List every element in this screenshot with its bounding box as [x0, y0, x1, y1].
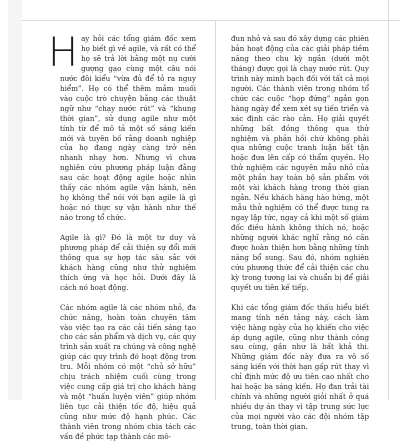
page-margin-strip: [8, 0, 22, 400]
drop-cap: H: [48, 30, 79, 76]
article-column-right: [231, 34, 369, 432]
column-divider: [215, 20, 216, 400]
paragraph-what-is-agile: Agile là gì? Đó là một tư duy và phương pháp để cải thiện sự đổi mới thông qua sự hợp tác sâu sắc với khách hàng cũng như thử nghiệm thích ứng và học hỏi. Dưới đây là cách nó hoạt động.: [60, 233, 196, 292]
right-margin-rule: [388, 0, 389, 400]
article-column-left: [48, 30, 196, 442]
paragraph-agile-teams: Các nhóm agile là các nhóm nhỏ, đa chức năng, hoàn toàn chuyên tâm vào việc tạo ra các cải tiến sáng tạo cho các sản phẩm và dịch vụ, các quy trình sản xuất ra chúng và công nghệ giúp các quy trình đó hoạt động trơn tru. Mỗi nhóm có một “chủ sở hữu” chịu trách nhiệm cuối cùng trong việc cung cấp giá trị cho khách hàng và một “huấn luyện viên” giúp nhóm liên tục cải thiện tốc độ, hiệu quả cũng như mức độ hạnh phúc. Các thành viên trong nhóm chia tách các vấn đề phức tạp thành các mô-: [60, 302, 196, 441]
paragraph-ceo-behavior: Khi các tổng giám đốc thấu hiểu biết mang tính nền tảng này, cách làm việc hàng ngày của họ khiến cho việc áp dụng agile, cũng như thành công sau cùng, gần như là bất khả thi. Những giám đốc này đưa ra vô số sáng kiến với thời hạn gấp rút thay vì chỉ định mức độ ưu tiên cao nhất cho hai hoặc ba sáng kiến. Họ đan trải tài chính và những người giỏi nhất ở quá nhiều dự án thay vì tập trung sức lực của mọi người vào các đội nhóm tập trung, toàn thời gian.: [231, 302, 369, 432]
top-rule: [22, 20, 400, 21]
paragraph-agile-teams-continued: đun nhỏ và sau đó xây dựng các phiên bản hoạt động của các giải pháp tiềm năng theo chu kỳ ngắn (dưới một tháng) được gọi là chạy nước rút. Quy trình này minh bạch đối với tất cả mọi người. Các thành viên trong nhóm tổ chức các cuộc “họp đứng” ngắn gọn hàng ngày để xem xét sự tiến triển và xác định các rào cản. Họ giải quyết những bất đồng thông qua thử nghiệm và phản hồi chứ không phải qua những cuộc tranh luận bất tận hoặc đưa lên cấp có thẩm quyền. Họ thử nghiệm các nguyên mẫu nhỏ của một phần hay toàn bộ sản phẩm với một vài khách hàng trong thời gian ngắn. Nếu khách hàng hào hứng, một mẫu thử nghiệm có thể được tung ra ngay lập tức, ngay cả khi một số giám đốc điều hành không thích nó, hoặc những người khác nghĩ rằng nó cần được hoàn thiện hơn bằng những tính năng bổ sung. Sau đó, nhóm nghiên cứu phương thức để cải thiện các chu kỳ trong tương lai và chuẩn bị để giải quyết ưu tiên kế tiếp.: [231, 34, 369, 292]
paragraph-intro: [48, 30, 196, 223]
paragraph-intro-text: ay hỏi các tổng giám đốc xem họ biết gì về agile, và rất có thể họ sẽ trả lời bằng một nụ cười gượng gạo cùng một câu nói nước đôi kiểu “vừa đủ để tỏ ra nguy hiểm”. Họ có thể thêm mắm muối vào cuộc trò chuyện bằng các thuật ngữ như “chạy nước rút” và “khung thời gian”, sử dụng agile như một tính từ để mô tả một số sáng kiến mới và tuyên bố rằng doanh nghiệp của họ đang ngày càng trở nên nhanh nhạy hơn. Nhưng vì chưa nghiên cứu phương pháp luận đằng sau các hoạt động agile hoặc nhìn thấy các nhóm agile vận hành, nên họ không thể nói với bạn agile là gì hoặc nó thực sự vận hành như thế nào trong tổ chức.: [60, 34, 196, 223]
